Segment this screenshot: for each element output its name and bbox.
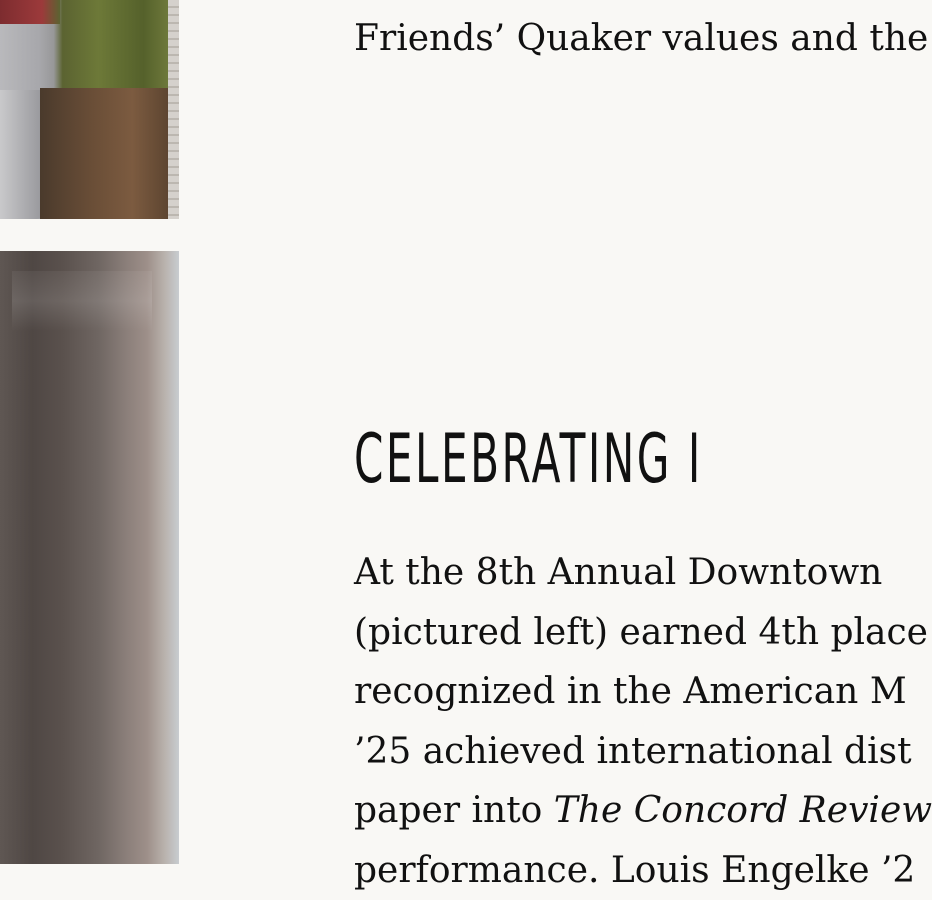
section-body (354, 543, 932, 900)
body-line: recognized in the American M (354, 662, 932, 722)
body-line-text: paper into (354, 790, 554, 831)
students-photo (0, 0, 179, 219)
body-line: (pictured left) earned 4th place (354, 603, 932, 663)
intro-text: Friends’ Quaker values and the (354, 14, 928, 64)
body-line: performance. Louis Engelke ’2 (354, 841, 932, 900)
photo-detail (40, 88, 172, 219)
body-line: At the 8th Annual Downtown (354, 543, 932, 603)
photo-detail (12, 271, 152, 331)
section-heading: CELEBRATING I (354, 416, 703, 504)
journal-title: The Concord Review (554, 790, 932, 831)
body-line: ’25 achieved international dist (354, 722, 932, 782)
body-line (354, 781, 932, 841)
award-photo (0, 251, 179, 864)
photo-detail (168, 0, 179, 219)
photo-detail (0, 0, 60, 24)
